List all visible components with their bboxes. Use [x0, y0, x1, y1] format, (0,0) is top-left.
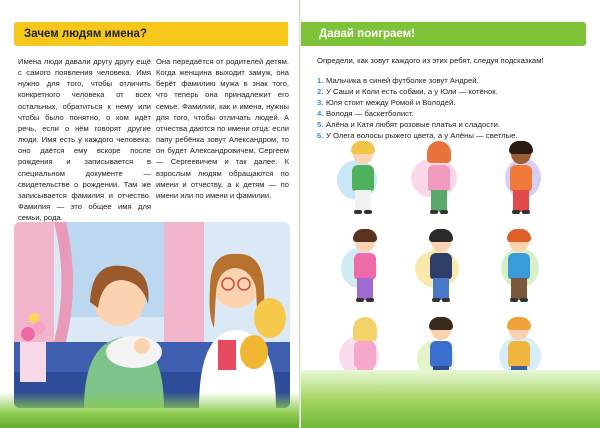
clue-list [317, 75, 587, 142]
game-instructions: Определи, как зовут каждого из этих ребят, следуя подсказкам! [317, 56, 544, 65]
clue-item: 1. Мальчика в синей футболке зовут Андрей. [317, 76, 479, 85]
right-page-title: Давай поиграем! [301, 22, 586, 46]
child-figure [419, 140, 459, 220]
child-figure [421, 228, 461, 308]
right-page [301, 0, 600, 428]
left-page-title: Зачем людям имена? [14, 22, 288, 46]
text-column-2: Она передаётся от родителей детям. Когда женщина выходит замуж, она берёт фамилию мужа в знак того, что теперь она принадлежит его семье. Фамилии, как и имена, нужны для того, чтобы отличать людей. А отчества даются по имени отца: если папу ребёнка зовут Александром, то он будет Александровичем, Сергеем — Сергеевичем и так далее. К взрослым людям обращаются по имени и отчеству, а к детям — по имени или по имени и фамилии. [156, 57, 289, 200]
clue-item: 6. У Олега волосы рыжего цвета, а у Алёны — светлые. [317, 131, 518, 141]
clue-item: 4. Володя — баскетболист. [317, 109, 414, 119]
grass-strip [0, 392, 299, 428]
clue-item: 2. У Саши и Коли есть собаки, а у Юли — котёнок. [317, 87, 498, 97]
child-figure [501, 140, 541, 220]
maternity-illustration [14, 222, 290, 408]
child-figure [343, 140, 383, 220]
clue-item: 5. Алёна и Катя любят розовые платья и сладости. [317, 120, 501, 130]
text-column-1: Имена люди давали другу другу ещё с самого появления человека. Имя нужно для того, чтобы отличить конкретного человека от всех остальных, обратиться к нему или чтобы было понятно, о ком идёт речь, если о нём говорят другие люди. Имя есть у каждого человека: оно даётся ему вскоре после рождения и записывается в специальном документе — свидетельстве о рождении. Там же записывается фамилия и отчество. Фамилия — это общее имя для семьи, рода. [18, 57, 151, 223]
clue-item: 3. Юля стоит между Ромой и Володей. [317, 98, 456, 108]
grass-strip [301, 370, 600, 428]
child-figure [345, 228, 385, 308]
child-figure [499, 228, 539, 308]
